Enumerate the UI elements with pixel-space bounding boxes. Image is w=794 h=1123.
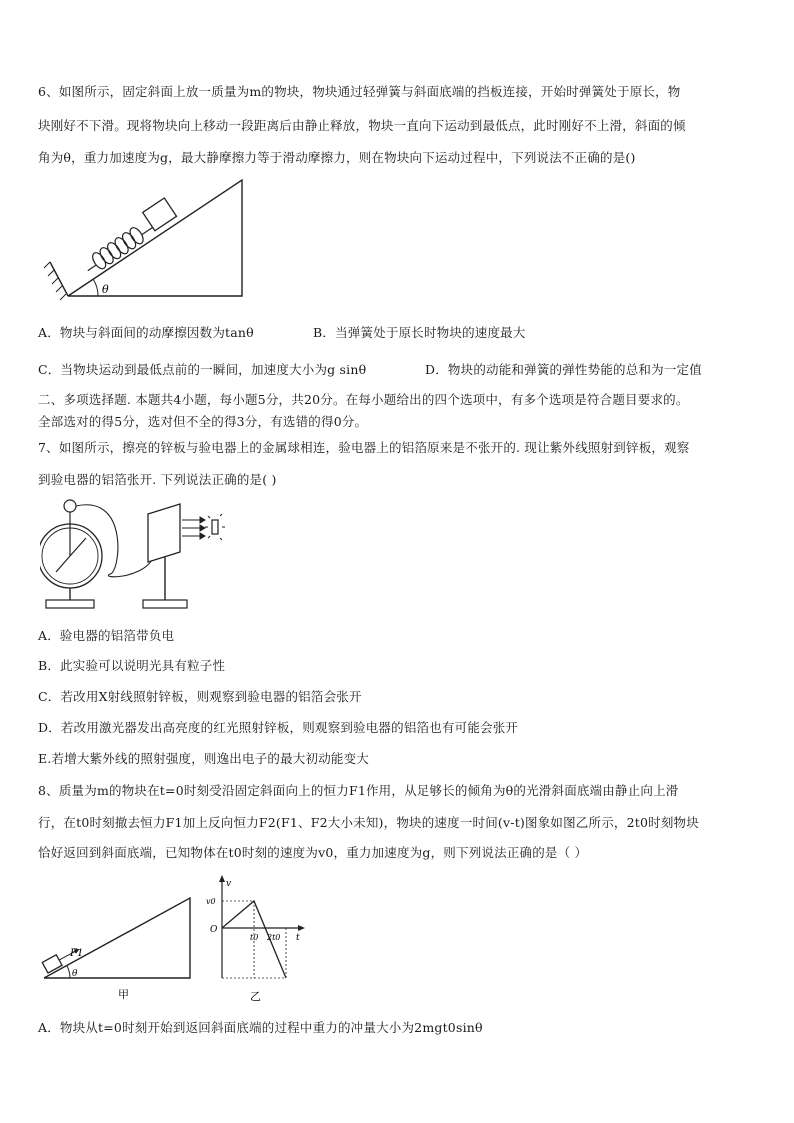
q8-stem-line-2: 行，在t0时刻撤去恒力F1加上反向恒力F2(F1、F2大小未知)，物块的速度一时间(v-t)图象如图乙所示，2t0时刻物块 — [38, 815, 699, 830]
q8-force-label: F1 — [70, 948, 84, 959]
q8-stem-line-3: 恰好返回到斜面底端，已知物体在t0时刻的速度为v0，重力加速度为g，则下列说法正确的是（ ） — [38, 845, 588, 860]
v-axis-label: v — [226, 879, 232, 889]
q7-stem-line-1: 7、如图所示，擦亮的锌板与验电器上的金属球相连，验电器上的铝箔原来是不张开的. 现让紫外线照射到锌板，观察 — [38, 440, 690, 455]
q7-option-b: B．此实验可以说明光具有粒子性 — [38, 658, 226, 673]
q7-stem-line-2: 到验电器的铝箔张开. 下列说法正确的是( ) — [38, 472, 277, 487]
q8-option-a: A．物块从t=0时刻开始到返回斜面底端的过程中重力的冲量大小为2mgt0sinθ — [38, 1020, 483, 1035]
section2-instructions-line-1: 二、多项选择题. 本题共4小题，每小题5分，共20分。在每小题给出的四个选项中，有多个选项是符合题目要求的。 — [38, 392, 689, 407]
t-axis-label: t — [296, 933, 300, 943]
2t0-label: 2t0 — [267, 933, 281, 942]
q6-option-b: B．当弹簧处于原长时物块的速度最大 — [313, 325, 526, 340]
q8-figure-incline — [40, 878, 220, 1004]
origin-label: O — [210, 925, 218, 935]
q7-option-c: C．若改用X射线照射锌板，则观察到验电器的铝箔会张开 — [38, 689, 362, 704]
q8-angle-label: θ — [72, 969, 78, 979]
q8-figure-vt-graph — [200, 872, 310, 1008]
q6-incline-spring-figure — [40, 178, 250, 300]
section2-instructions-line-2: 全部选对的得5分，选对但不全的得3分，有选错的得0分。 — [38, 414, 368, 429]
q8-caption-yi: 乙 — [250, 990, 261, 1003]
q8-stem-line-1: 8、质量为m的物块在t=0时刻受沿固定斜面向上的恒力F1作用，从足够长的倾角为θ的光滑斜面底端由静止向上滑 — [38, 783, 679, 798]
q6-angle-label: θ — [102, 283, 109, 296]
t0-label: t0 — [250, 933, 259, 942]
q7-option-a: A．验电器的铝箔带负电 — [38, 628, 175, 643]
q7-electroscope-figure — [40, 494, 240, 614]
q7-option-d: D．若改用激光器发出高亮度的红光照射锌板，则观察到验电器的铝箔也有可能会张开 — [38, 720, 519, 735]
q6-option-d: D．物块的动能和弹簧的弹性势能的总和为一定值 — [425, 362, 702, 377]
q8-caption-jia: 甲 — [118, 988, 129, 1001]
q6-stem-line-1: 6、如图所示，固定斜面上放一质量为m的物块，物块通过轻弹簧与斜面底端的挡板连接，开始时弹簧处于原长，物 — [38, 84, 681, 99]
q6-stem-line-3: 角为θ，重力加速度为g，最大静摩擦力等于滑动摩擦力，则在物块向下运动过程中，下列说法不正确的是() — [38, 150, 636, 165]
q6-option-a: A．物块与斜面间的动摩擦因数为tanθ — [38, 325, 254, 340]
v0-label: v0 — [206, 897, 216, 906]
q6-stem-line-2: 块刚好不下滑。现将物块向上移动一段距离后由静止释放，物块一直向下运动到最低点，此时刚好不上滑，斜面的倾 — [38, 118, 686, 133]
q6-option-c: C．当物块运动到最低点前的一瞬间，加速度大小为g sinθ — [38, 362, 367, 377]
q7-option-e: E.若增大紫外线的照射强度，则逸出电子的最大初动能变大 — [38, 751, 369, 766]
